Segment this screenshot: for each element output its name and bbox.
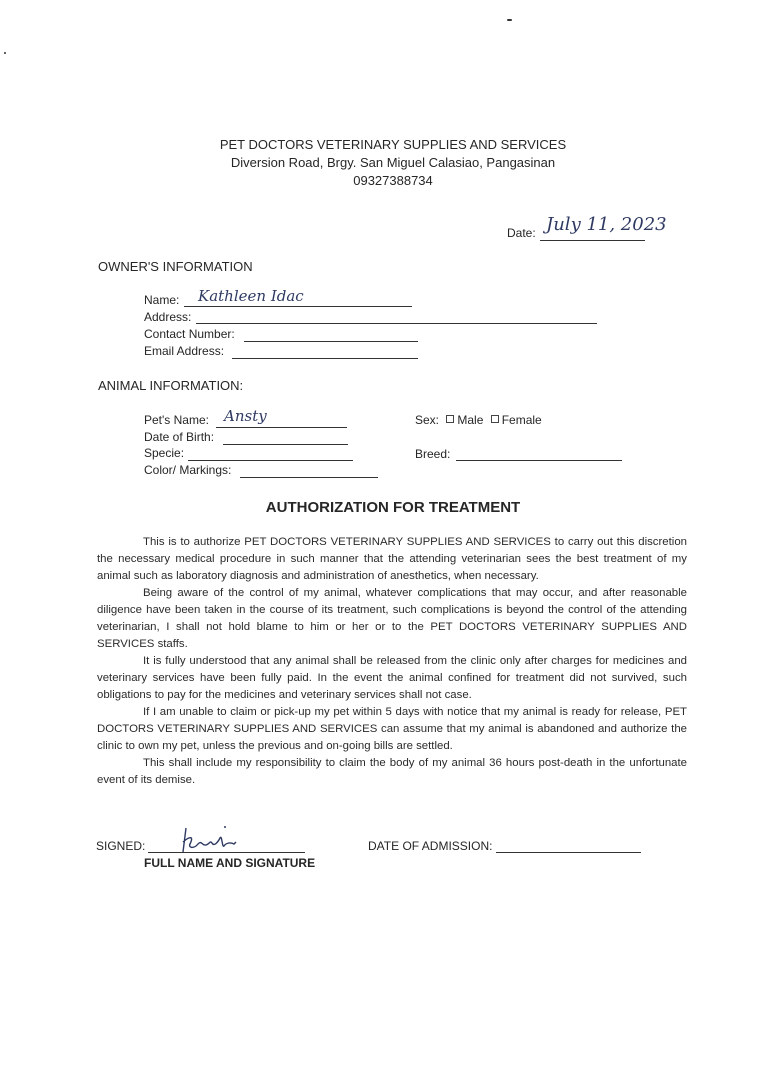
email-label: Email Address: xyxy=(144,344,225,358)
female-option-label: Female xyxy=(501,413,542,427)
specie-label: Specie: xyxy=(144,446,185,460)
date-line[interactable] xyxy=(540,240,645,241)
scan-speck xyxy=(4,52,6,54)
breed-field[interactable] xyxy=(456,460,622,461)
admission-date-field[interactable] xyxy=(496,852,641,853)
authorization-paragraph: It is fully understood that any animal shall be released from the clinic only after charges for medicines and veterinary services have been fully paid. In the event the animal confined for treatment did not survived, such obligations to pay for the medicines and veterinary services shall not case. xyxy=(97,655,687,701)
signed-label: SIGNED: xyxy=(96,839,146,853)
sex-row xyxy=(415,413,542,427)
address-label: Address: xyxy=(144,310,192,324)
authorization-title: AUTHORIZATION FOR TREATMENT xyxy=(265,499,521,516)
owner-name-handwritten: Kathleen Idac xyxy=(198,287,304,305)
contact-field[interactable] xyxy=(244,341,418,342)
authorization-paragraph: This shall include my responsibility to claim the body of my animal 36 hours post-death in the unfortunate event of its demise. xyxy=(97,757,687,786)
signature-caption: FULL NAME AND SIGNATURE xyxy=(144,856,316,870)
male-checkbox[interactable] xyxy=(446,415,454,423)
pet-name-handwritten: Ansty xyxy=(224,407,267,425)
owner-heading: OWNER'S INFORMATION xyxy=(98,259,253,274)
color-field[interactable] xyxy=(240,477,378,478)
authorization-paragraph: If I am unable to claim or pick-up my pet within 5 days with notice that my animal is ready for release, PET DOCTORS VETERINARY SUPPLIES AND SERVICES can assume that my animal is abandoned and authorize the clinic to own my pet, unless the previous and on-going bills are settled. xyxy=(97,706,687,752)
authorization-paragraph: This is to authorize PET DOCTORS VETERINARY SUPPLIES AND SERVICES to carry out this discretion the necessary medical procedure in such manner that the attending veterinarian sees the best treatment of my animal such as laboratory diagnosis and administration of anesthetics, when necessary. xyxy=(97,536,687,582)
color-label: Color/ Markings: xyxy=(144,463,232,477)
owner-signature xyxy=(178,824,248,858)
company-address: Diversion Road, Brgy. San Miguel Calasiao, Pangasinan xyxy=(230,155,556,170)
name-field[interactable] xyxy=(184,306,412,307)
dob-field[interactable] xyxy=(223,444,348,445)
sex-label: Sex: xyxy=(415,413,440,427)
date-label: Date: xyxy=(507,226,536,240)
company-phone: 09327388734 xyxy=(353,173,433,188)
admission-label: DATE OF ADMISSION: xyxy=(368,839,493,853)
authorization-paragraph: Being aware of the control of my animal, whatever complications that may occur, and after reasonable diligence have been taken in the course of its treatment, such complications is beyond the control of the attending veterinarian, I shall not hold blame to him or her or to the PET DOCTORS VETERINARY SUPPLIES AND SERVICES staffs. xyxy=(97,587,687,650)
date-handwritten: July 11, 2023 xyxy=(546,214,667,235)
scan-speck xyxy=(507,19,512,21)
pet-name-field[interactable] xyxy=(216,427,347,428)
company-name: PET DOCTORS VETERINARY SUPPLIES AND SERVICES xyxy=(219,137,567,152)
contact-label: Contact Number: xyxy=(144,327,235,341)
name-label: Name: xyxy=(144,293,180,307)
pet-name-label: Pet's Name: xyxy=(144,413,209,427)
address-field[interactable] xyxy=(196,323,597,324)
specie-field[interactable] xyxy=(188,460,353,461)
male-option-label: Male xyxy=(457,413,484,427)
authorization-body xyxy=(97,534,687,789)
breed-label: Breed: xyxy=(415,447,451,461)
dob-label: Date of Birth: xyxy=(144,430,215,444)
animal-heading: ANIMAL INFORMATION: xyxy=(98,378,244,393)
female-checkbox[interactable] xyxy=(491,415,499,423)
email-field[interactable] xyxy=(232,358,418,359)
